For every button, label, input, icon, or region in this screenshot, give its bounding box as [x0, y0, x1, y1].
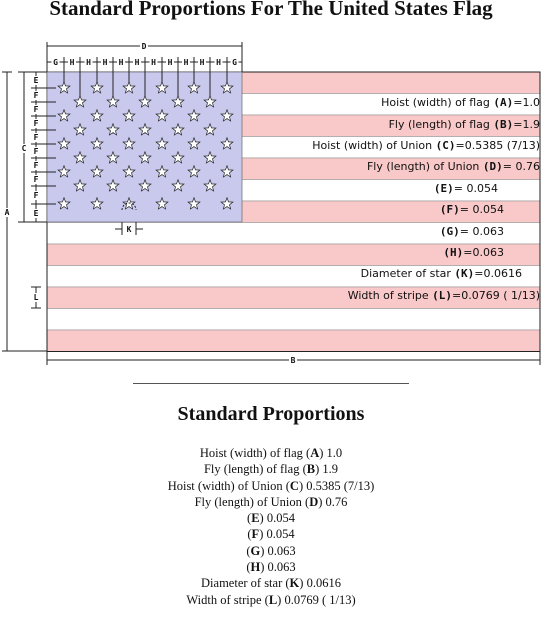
label-k: K: [126, 225, 132, 234]
legend-row: Width of stripe (L)=0.0769 ( 1/13): [347, 289, 540, 302]
label-gh: H: [216, 58, 221, 67]
label-ef: F: [33, 147, 39, 156]
legend-row: Hoist (width) of Union (C)=0.5385 (7/13): [312, 139, 540, 152]
label-ef: F: [33, 105, 39, 114]
label-gh: G: [53, 58, 58, 67]
section-title: Standard Proportions: [177, 403, 365, 425]
list-item: Fly (length) of Union (D) 0.76: [194, 494, 348, 509]
label-gh: H: [151, 58, 156, 67]
label-gh: H: [167, 58, 173, 67]
label-gh: H: [86, 58, 91, 67]
label-gh: H: [199, 58, 205, 67]
label-ef: F: [33, 119, 39, 128]
section-divider: [133, 383, 409, 384]
legend-row: (E)= 0.054: [433, 182, 498, 195]
label-gh: H: [118, 58, 124, 67]
label-ef: F: [33, 175, 39, 184]
label-gh: H: [183, 58, 189, 67]
white-stripe: [47, 309, 540, 331]
label-c: C: [21, 144, 27, 153]
list-item: (E) 0.054: [247, 511, 295, 526]
list-item: Hoist (width) of Union (C) 0.5385 (7/13): [167, 478, 375, 493]
list-item: (H) 0.063: [246, 560, 296, 575]
list-item: (F) 0.054: [247, 527, 295, 542]
page-title: Standard Proportions For The United States Flag: [49, 0, 493, 20]
list-item: (G) 0.063: [246, 543, 296, 558]
label-ef: E: [33, 209, 39, 218]
label-b: B: [290, 356, 296, 365]
red-stripe: [47, 330, 540, 352]
label-a: A: [4, 208, 10, 217]
label-gh: H: [69, 58, 75, 67]
label-ef: F: [33, 133, 39, 142]
list-item: Diameter of star (K) 0.0616: [201, 576, 341, 591]
list-item: Hoist (width) of flag (A) 1.0: [199, 446, 343, 460]
legend-row: Hoist (width) of flag (A)=1.0: [381, 96, 540, 109]
proportions-list: [0, 445, 542, 608]
legend-row: (F)= 0.054: [439, 203, 504, 216]
legend-row: Diameter of star (K)=0.0616: [360, 267, 522, 280]
legend-row: (H)=0.063: [443, 246, 504, 259]
list-item: Width of stripe (L) 0.0769 ( 1/13): [186, 592, 356, 607]
label-ef: F: [33, 161, 39, 170]
legend-row: Fly (length) of flag (B)=1.9: [388, 118, 540, 131]
label-d: D: [141, 42, 147, 51]
label-ef: F: [33, 191, 39, 200]
label-l: L: [33, 293, 39, 302]
label-ef: F: [33, 91, 39, 100]
label-gh: G: [232, 58, 237, 67]
label-gh: H: [102, 58, 108, 67]
label-gh: H: [134, 58, 140, 67]
legend-row: Fly (length) of Union (D)= 0.76: [366, 160, 540, 173]
list-item: Fly (length) of flag (B) 1.9: [203, 462, 339, 477]
legend-row: (G)= 0.063: [439, 225, 504, 238]
label-ef: E: [33, 76, 39, 85]
